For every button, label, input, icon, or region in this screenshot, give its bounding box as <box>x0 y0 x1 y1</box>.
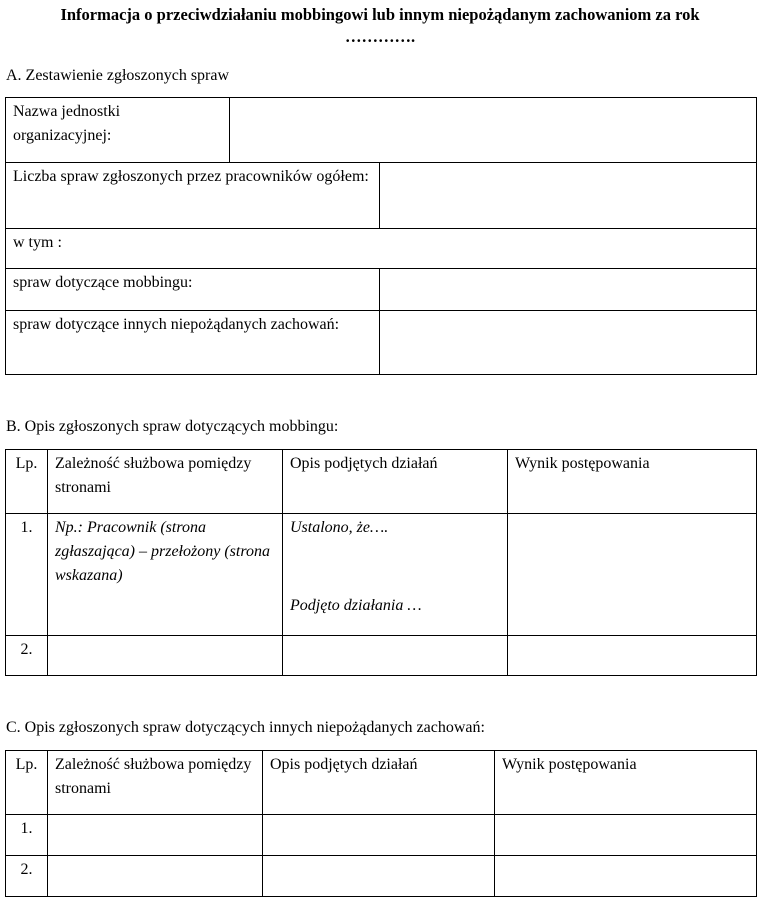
row-number: 2. <box>6 856 48 897</box>
row-number: 1. <box>6 815 48 856</box>
header-actions: Opis podjętych działań <box>283 450 508 514</box>
header-actions: Opis podjętych działań <box>263 751 495 815</box>
document-title-year-placeholder: …………. <box>344 27 416 46</box>
table-row <box>6 856 757 897</box>
label-including: w tym : <box>6 229 757 269</box>
row-number: 2. <box>6 636 48 676</box>
actions-line-1: Ustalono, że…. <box>290 519 389 536</box>
input-total-cases[interactable] <box>380 163 757 229</box>
input-other-cases[interactable] <box>380 311 757 375</box>
label-other-cases: spraw dotyczące innych niepożądanych zachowań: <box>6 311 380 375</box>
header-relation: Zależność służbowa pomiędzy stronami <box>48 450 283 514</box>
cell-result[interactable] <box>508 636 757 676</box>
label-mobbing-cases: spraw dotyczące mobbingu: <box>6 269 380 311</box>
row-total-cases <box>6 163 757 229</box>
row-other-cases <box>6 311 757 375</box>
section-c-heading: C. Opis zgłoszonych spraw dotyczących innych niepożądanych zachowań: <box>6 719 485 736</box>
document-title <box>0 4 760 48</box>
table-row <box>6 514 757 636</box>
row-number: 1. <box>6 514 48 636</box>
label-total-cases: Liczba spraw zgłoszonych przez pracowników ogółem: <box>6 163 380 229</box>
input-mobbing-cases[interactable] <box>380 269 757 311</box>
table-row <box>6 751 757 815</box>
header-lp: Lp. <box>6 751 48 815</box>
cell-result[interactable] <box>508 514 757 636</box>
label-unit-name: Nazwa jednostki organizacyjnej: <box>6 98 230 163</box>
cell-relation[interactable] <box>48 636 283 676</box>
cell-actions[interactable] <box>263 856 495 897</box>
section-a-table <box>5 97 757 375</box>
cell-actions[interactable] <box>283 514 508 636</box>
cell-relation[interactable]: Np.: Pracownik (strona zgłaszająca) – przełożony (strona wskazana) <box>48 514 283 636</box>
row-unit-name <box>6 98 757 163</box>
section-a-heading: A. Zestawienie zgłoszonych spraw <box>6 67 230 84</box>
row-mobbing-cases <box>6 269 757 311</box>
header-relation: Zależność służbowa pomiędzy stronami <box>48 751 263 815</box>
document-title-main: Informacja o przeciwdziałaniu mobbingowi lub innym niepożądanym zachowaniom za rok <box>60 5 700 24</box>
cell-result[interactable] <box>495 856 757 897</box>
section-b-table <box>5 449 757 676</box>
cell-actions[interactable] <box>263 815 495 856</box>
cell-relation[interactable] <box>48 856 263 897</box>
section-c-table <box>5 750 757 897</box>
header-result: Wynik postępowania <box>495 751 757 815</box>
header-result: Wynik postępowania <box>508 450 757 514</box>
row-including <box>6 229 757 269</box>
header-lp: Lp. <box>6 450 48 514</box>
actions-line-2: Podjęto działania … <box>290 597 422 614</box>
table-row <box>6 636 757 676</box>
cell-relation[interactable] <box>48 815 263 856</box>
cell-actions[interactable] <box>283 636 508 676</box>
input-unit-name[interactable] <box>230 98 757 163</box>
section-b-heading: B. Opis zgłoszonych spraw dotyczących mobbingu: <box>6 418 339 435</box>
table-row <box>6 450 757 514</box>
cell-result[interactable] <box>495 815 757 856</box>
table-row <box>6 815 757 856</box>
